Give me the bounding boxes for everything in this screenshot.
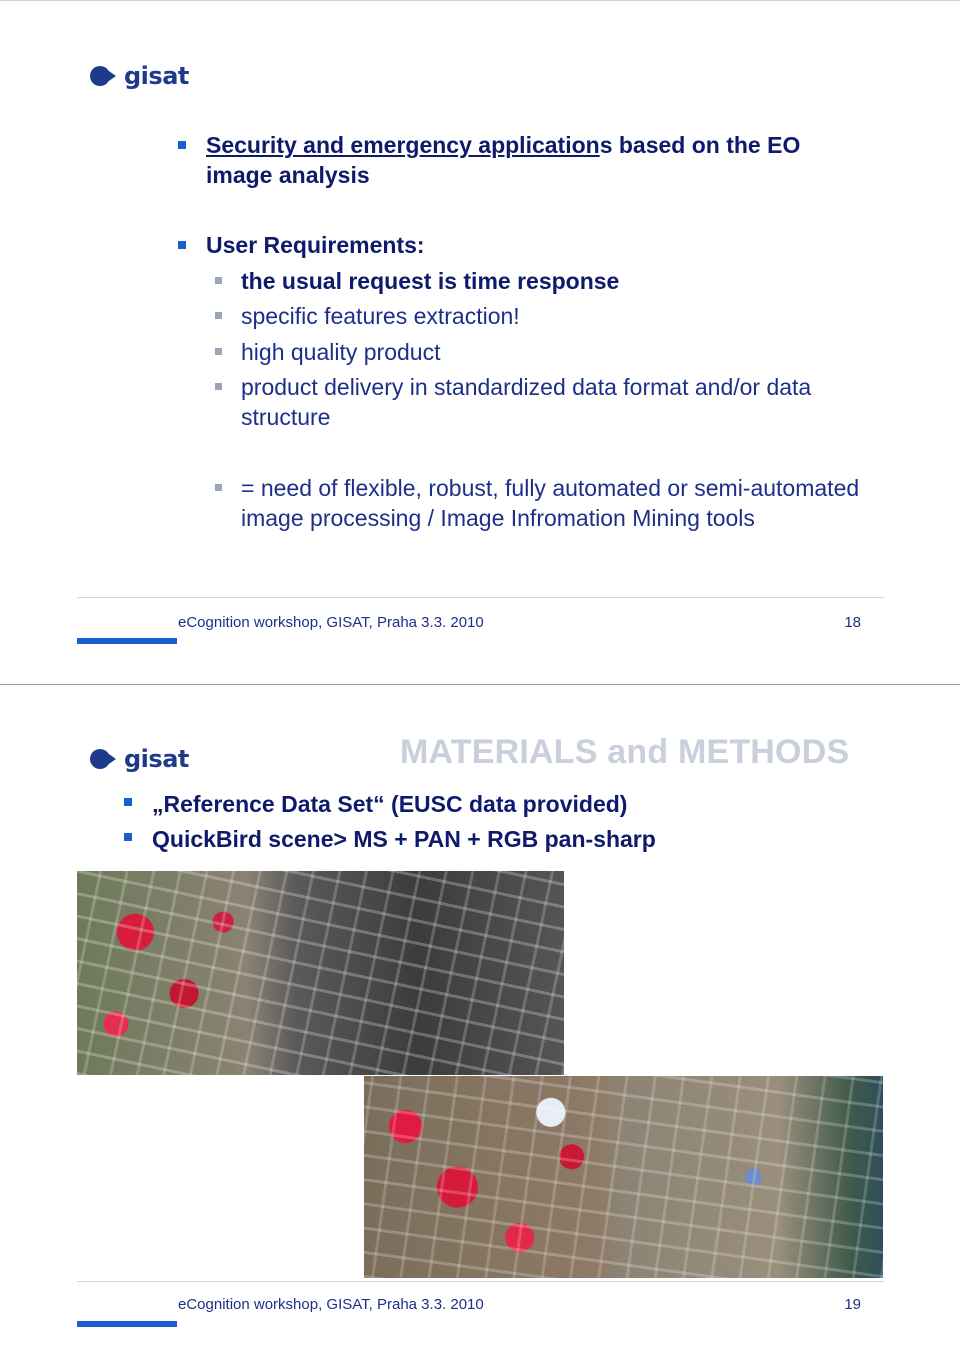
bullet-user-requirements: User Requirements: [206,232,425,258]
bullet-security-applications-underlined: Security and emergency application [206,132,600,158]
footer-divider [77,1281,884,1282]
bullet-square-icon [178,141,186,149]
gisat-logo-text: gisat [124,62,189,90]
gisat-logo-text: gisat [124,745,189,773]
sub-bullet-square-icon [215,277,222,284]
footer-text: eCognition workshop, GISAT, Praha 3.3. 2010 [178,1296,484,1313]
bullet-quickbird-scene: QuickBird scene> MS + PAN + RGB pan-sharp [152,826,656,852]
footer-accent-bar [77,1321,177,1327]
bullet-square-icon [124,798,132,806]
sub-bullet-high-quality: high quality product [241,339,441,365]
sub-bullet-feature-extraction: specific features extraction! [241,303,520,329]
sub-bullet-time-response: the usual request is time response [241,268,620,294]
bullet-reference-data-set: „Reference Data Set“ (EUSC data provided) [152,791,628,817]
sub-bullet-square-icon [215,312,222,319]
footer-text: eCognition workshop, GISAT, Praha 3.3. 2010 [178,614,484,631]
sub-bullet-square-icon [215,484,222,491]
page-number: 19 [844,1296,861,1313]
bullet-security-applications [206,130,866,190]
gisat-logo [88,63,189,89]
sub-bullet-need-of-tools: = need of flexible, robust, fully automated or semi-automated image processing / Image Infromation Mining tools [241,475,860,531]
sub-bullet-product-delivery: product delivery in standardized data format and/or data structure [241,374,812,430]
sub-bullet-square-icon [215,383,222,390]
gisat-logo [88,746,189,772]
bullet-square-icon [178,241,186,249]
satellite-image-rgb-pansharp [364,1076,883,1278]
slide-19 [0,684,960,1368]
page-number: 18 [844,614,861,631]
footer-accent-bar [77,638,177,644]
satellite-image-ms-pan [77,871,564,1075]
slide-title: MATERIALS and METHODS [400,733,850,771]
footer-divider [77,597,884,598]
gisat-logo-mark-icon [88,63,122,89]
bullet-square-icon [124,833,132,841]
sub-bullet-square-icon [215,348,222,355]
gisat-logo-mark-icon [88,746,122,772]
bullet-security-applications-rest: s based on the EO image analysis [206,132,801,188]
